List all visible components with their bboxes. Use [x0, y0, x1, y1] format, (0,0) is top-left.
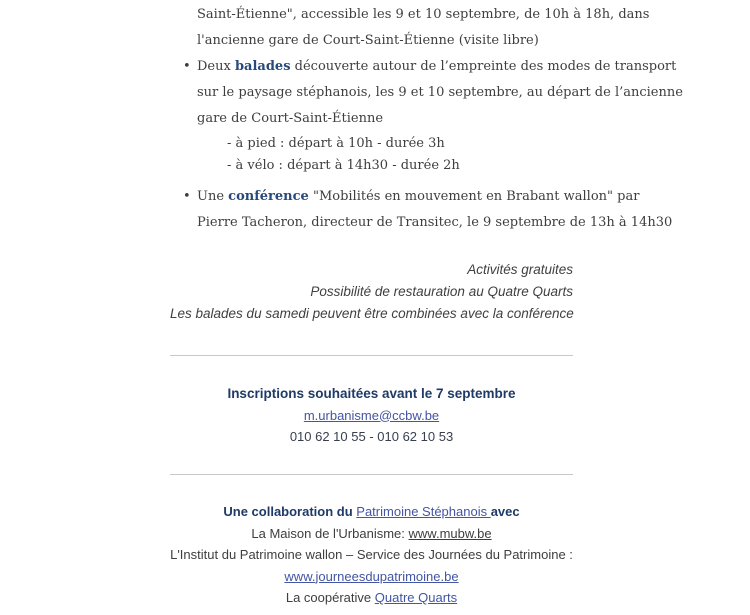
urbanisme-line	[170, 523, 573, 545]
balades-line-1	[197, 54, 683, 80]
phone-numbers: 010 62 10 55 - 010 62 10 53	[289, 429, 454, 444]
journeesdupatrimoine-link[interactable]: www.journeesdupatrimoine.be	[284, 568, 459, 584]
balades-schedule	[227, 133, 460, 177]
inscription-heading: Inscriptions souhaitées avant le 7 septembre	[227, 386, 516, 401]
ipw-line: L'Institut du Patrimoine wallon – Service des Journées du Patrimoine :	[170, 547, 573, 562]
divider-bottom	[170, 474, 573, 475]
urbanisme-label: La Maison de l'Urbanisme:	[251, 525, 409, 541]
journees-line	[170, 566, 573, 588]
intro-line-1: Saint-Étienne", accessible les 9 et 10 septembre, de 10h à 18h, dans	[197, 7, 650, 22]
walk-schedule-line: - à pied : départ à 10h - durée 3h	[227, 136, 445, 151]
cooperative-line	[170, 587, 573, 609]
collaboration-line	[170, 501, 573, 523]
bike-schedule-line: - à vélo : départ à 14h30 - durée 2h	[227, 158, 460, 173]
quatre-quarts-link[interactable]: Quatre Quarts	[374, 590, 458, 605]
conference-bullet-item	[183, 184, 673, 236]
cooperative-label: La coopérative	[285, 590, 375, 605]
collaboration-block	[170, 501, 573, 609]
patrimoine-stephanois-link[interactable]: Patrimoine Stéphanois	[356, 504, 491, 519]
intro-paragraph	[197, 2, 649, 54]
conference-keyword: conférence	[228, 189, 309, 204]
email-link[interactable]: m.urbanisme@ccbw.be	[303, 407, 440, 423]
conference-rest-text: "Mobilités en mouvement en Brabant wallon" par	[308, 189, 640, 204]
activities-free-note: Activités gratuites	[467, 262, 573, 277]
conference-pre-text: Une	[197, 189, 229, 204]
collaboration-post-text: avec	[490, 504, 520, 519]
conference-line-2: Pierre Tacheron, directeur de Transitec, le 9 septembre de 13h à 14h30	[197, 215, 673, 230]
intro-line-2: l'ancienne gare de Court-Saint-Étienne (visite libre)	[197, 33, 539, 48]
balades-line-3: gare de Court-Saint-Étienne	[197, 111, 384, 126]
divider-top	[170, 355, 573, 356]
balades-rest-text: découverte autour de l’empreinte des modes de transport	[290, 59, 677, 74]
combine-note: Les balades du samedi peuvent être combinées avec la conférence	[170, 306, 574, 321]
catering-note: Possibilité de restauration au Quatre Quarts	[310, 284, 573, 299]
conference-line-1	[197, 184, 672, 210]
bullet-icon: •	[183, 59, 191, 74]
balades-bullet-item	[183, 54, 683, 132]
inscription-block	[170, 383, 573, 448]
balades-pre-text: Deux	[197, 59, 235, 74]
balades-keyword: balades	[234, 59, 291, 74]
practical-notes	[170, 259, 573, 325]
balades-line-2: sur le paysage stéphanois, les 9 et 10 septembre, au départ de l’ancienne	[197, 85, 683, 100]
collaboration-pre-text: Une collaboration du	[223, 504, 357, 519]
mubw-link[interactable]: www.mubw.be	[408, 525, 492, 541]
email-line	[170, 405, 573, 427]
bullet-icon: •	[183, 189, 191, 204]
